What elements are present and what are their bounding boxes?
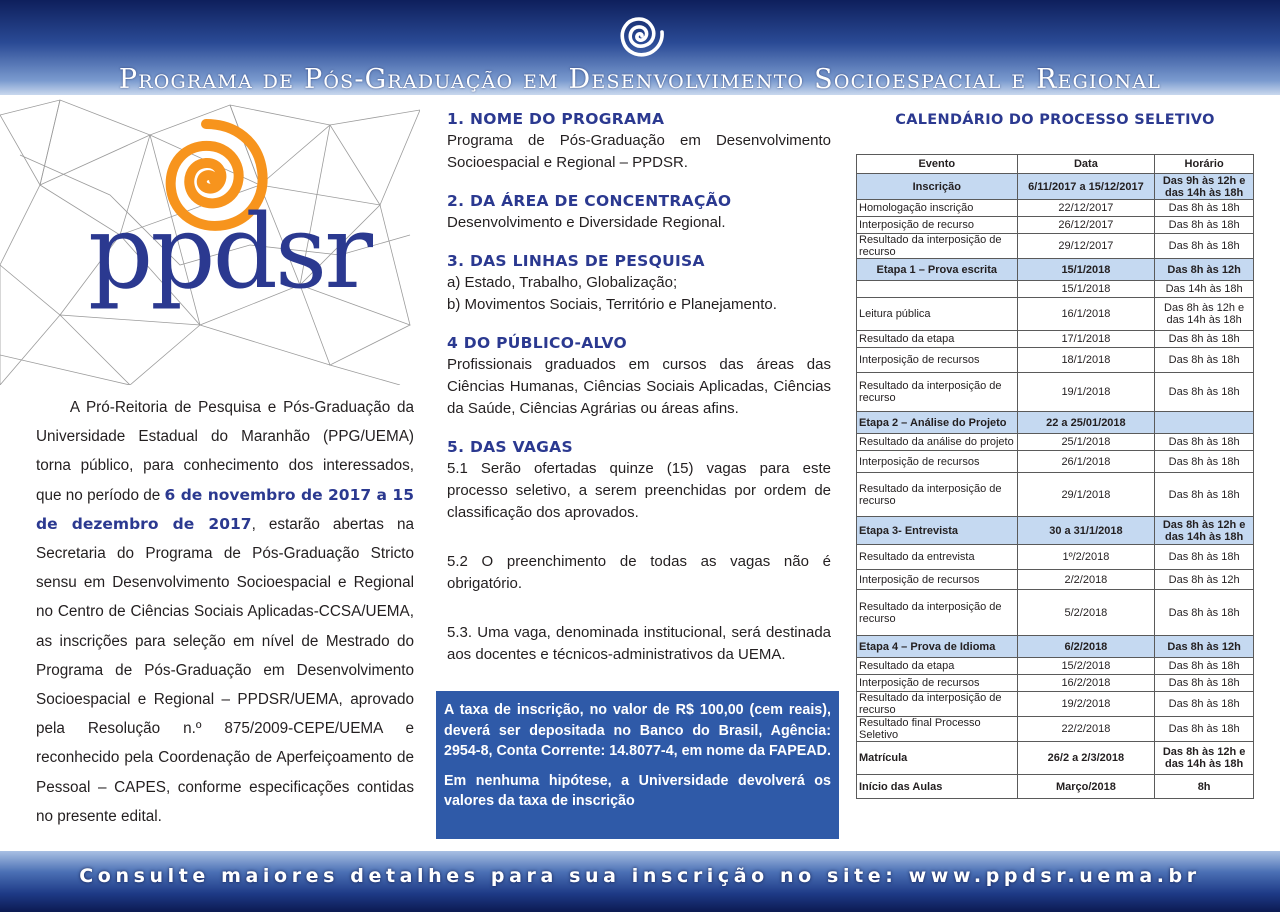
date-cell: 6/11/2017 a 15/12/2017 xyxy=(1017,174,1155,200)
section-title: 4 DO PÚBLICO-ALVO xyxy=(447,334,628,352)
time-cell: Das 8h às 18h xyxy=(1155,675,1254,692)
date-cell: 18/1/2018 xyxy=(1017,348,1155,373)
column-header-date: Data xyxy=(1017,155,1155,174)
date-cell: Março/2018 xyxy=(1017,775,1155,799)
time-cell: Das 8h às 18h xyxy=(1155,331,1254,348)
section-title: 3. DAS LINHAS DE PESQUISA xyxy=(447,252,705,270)
time-cell: Das 8h às 18h xyxy=(1155,545,1254,570)
column-header-event: Evento xyxy=(857,155,1018,174)
event-cell: Resultado da análise do projeto xyxy=(857,434,1018,451)
date-cell: 16/2/2018 xyxy=(1017,675,1155,692)
time-cell: 8h xyxy=(1155,775,1254,799)
event-cell: Resultado da interposição de recurso xyxy=(857,692,1018,717)
calendar-row xyxy=(857,217,1254,234)
date-cell: 25/1/2018 xyxy=(1017,434,1155,451)
calendar-row xyxy=(857,200,1254,217)
event-cell: Resultado da interposição de recurso xyxy=(857,473,1018,517)
time-cell: Das 8h às 12h e das 14h às 18h xyxy=(1155,742,1254,775)
event-cell: Resultado da entrevista xyxy=(857,545,1018,570)
time-cell xyxy=(1155,412,1254,434)
event-cell: Interposição de recursos xyxy=(857,675,1018,692)
calendar-row xyxy=(857,717,1254,742)
event-cell: Interposição de recurso xyxy=(857,217,1018,234)
event-cell: Início das Aulas xyxy=(857,775,1018,799)
vacancies-item-3: 5.3. Uma vaga, denominada institucional, será destinada aos docentes e técnicos-administrativos da UEMA. xyxy=(447,624,831,663)
calendar-row xyxy=(857,434,1254,451)
registration-fee-notice xyxy=(436,691,839,839)
time-cell: Das 8h às 18h xyxy=(1155,217,1254,234)
time-cell: Das 8h às 18h xyxy=(1155,348,1254,373)
calendar-row xyxy=(857,517,1254,545)
time-cell: Das 9h às 12h e das 14h às 18h xyxy=(1155,174,1254,200)
intro-text-start: A Pró-Reitoria de Pesquisa e Pós-Graduação da Universidade Estadual do Maranhão (PPG/UEMA) torna público, para conhecimento dos interessados, que no período de xyxy=(36,399,414,504)
section-title: 1. NOME DO PROGRAMA xyxy=(447,110,665,128)
time-cell: Das 8h às 12h e das 14h às 18h xyxy=(1155,298,1254,331)
time-cell: Das 8h às 18h xyxy=(1155,200,1254,217)
event-cell: Etapa 1 – Prova escrita xyxy=(857,259,1018,281)
section-title: 5. DAS VAGAS xyxy=(447,438,573,456)
date-cell: 26/1/2018 xyxy=(1017,451,1155,473)
date-cell: 17/1/2018 xyxy=(1017,331,1155,348)
time-cell: Das 8h às 18h xyxy=(1155,373,1254,412)
spiral-header-icon xyxy=(612,8,668,64)
section-body: Programa de Pós-Graduação em Desenvolvimento Socioespacial e Regional – PPDSR. xyxy=(447,132,831,171)
date-cell: 19/1/2018 xyxy=(1017,373,1155,412)
header-banner xyxy=(0,0,1280,95)
date-cell: 30 a 31/1/2018 xyxy=(1017,517,1155,545)
date-cell: 22/12/2017 xyxy=(1017,200,1155,217)
section-research-lines xyxy=(447,250,831,316)
calendar-row xyxy=(857,348,1254,373)
time-cell: Das 8h às 12h xyxy=(1155,636,1254,658)
section-vacancies xyxy=(447,436,831,666)
section-title: 2. DA ÁREA DE CONCENTRAÇÃO xyxy=(447,192,732,210)
vacancies-item-2: 5.2 O preenchimento de todas as vagas não é obrigatório. xyxy=(447,553,831,592)
event-cell: Interposição de recursos xyxy=(857,570,1018,590)
calendar-row xyxy=(857,590,1254,636)
date-cell: 15/1/2018 xyxy=(1017,281,1155,298)
calendar-row xyxy=(857,692,1254,717)
ppdsr-wordmark: ppdsr xyxy=(88,193,370,312)
event-cell: Resultado da interposição de recurso xyxy=(857,373,1018,412)
section-program-name xyxy=(447,108,831,174)
fee-no-refund-info: Em nenhuma hipótese, a Universidade devolverá os valores da taxa de inscrição xyxy=(444,772,831,809)
date-cell: 15/2/2018 xyxy=(1017,658,1155,675)
section-concentration-area xyxy=(447,190,831,234)
section-body: Profissionais graduados em cursos das áreas das Ciências Humanas, Ciências Sociais Aplicadas, Ciências da Saúde, Ciências Agrárias ou áreas afins. xyxy=(447,356,831,417)
calendar-row xyxy=(857,675,1254,692)
calendar-row xyxy=(857,234,1254,259)
footer-website-note: Consulte maiores detalhes para sua inscrição no site: www.ppdsr.uema.br xyxy=(79,865,1201,887)
time-cell: Das 8h às 18h xyxy=(1155,434,1254,451)
calendar-row xyxy=(857,331,1254,348)
program-title: Programa de Pós-Graduação em Desenvolvimento Socioespacial e Regional xyxy=(118,64,1162,95)
date-cell: 22/2/2018 xyxy=(1017,717,1155,742)
time-cell: Das 8h às 12h e das 14h às 18h xyxy=(1155,517,1254,545)
research-line-a: a) Estado, Trabalho, Globalização; xyxy=(447,274,678,291)
registration-period-highlight: 6 de novembro de 2017 a 15 de dezembro de 2017 xyxy=(36,485,415,533)
event-cell: Etapa 2 – Análise do Projeto xyxy=(857,412,1018,434)
section-body: Desenvolvimento e Diversidade Regional. xyxy=(447,214,726,231)
event-cell: Homologação inscrição xyxy=(857,200,1018,217)
event-cell: Inscrição xyxy=(857,174,1018,200)
intro-paragraph xyxy=(36,393,414,831)
vacancies-item-1: 5.1 Serão ofertadas quinze (15) vagas para este processo seletivo, a serem preenchidas por ordem de classificação dos aprovados. xyxy=(447,460,831,521)
fee-payment-info: A taxa de inscrição, no valor de R$ 100,00 (cem reais), deverá ser depositada no Banco do Brasil, Agência: 2954-8, Conta Corrente: 14.8077-4, em nome da FAPEAD. xyxy=(444,702,831,759)
date-cell: 26/2 a 2/3/2018 xyxy=(1017,742,1155,775)
edital-sections xyxy=(447,108,831,682)
time-cell: Das 8h às 18h xyxy=(1155,451,1254,473)
event-cell xyxy=(857,281,1018,298)
calendar-header-row xyxy=(857,155,1254,174)
calendar-row xyxy=(857,259,1254,281)
time-cell: Das 8h às 18h xyxy=(1155,234,1254,259)
event-cell: Resultado final Processo Seletivo xyxy=(857,717,1018,742)
calendar-body xyxy=(857,174,1254,799)
date-cell: 16/1/2018 xyxy=(1017,298,1155,331)
date-cell: 6/2/2018 xyxy=(1017,636,1155,658)
calendar-row xyxy=(857,742,1254,775)
date-cell: 2/2/2018 xyxy=(1017,570,1155,590)
calendar-row xyxy=(857,373,1254,412)
date-cell: 19/2/2018 xyxy=(1017,692,1155,717)
calendar-row xyxy=(857,636,1254,658)
time-cell: Das 8h às 18h xyxy=(1155,473,1254,517)
time-cell: Das 8h às 12h xyxy=(1155,259,1254,281)
event-cell: Interposição de recursos xyxy=(857,451,1018,473)
time-cell: Das 8h às 12h xyxy=(1155,570,1254,590)
research-line-b: b) Movimentos Sociais, Território e Planejamento. xyxy=(447,296,777,313)
footer-banner xyxy=(0,851,1280,912)
time-cell: Das 8h às 18h xyxy=(1155,692,1254,717)
event-cell: Leitura pública xyxy=(857,298,1018,331)
calendar-row xyxy=(857,281,1254,298)
event-cell: Resultado da interposição de recurso xyxy=(857,590,1018,636)
calendar-row xyxy=(857,174,1254,200)
calendar-row xyxy=(857,775,1254,799)
date-cell: 22 a 25/01/2018 xyxy=(1017,412,1155,434)
date-cell: 26/12/2017 xyxy=(1017,217,1155,234)
time-cell: Das 14h às 18h xyxy=(1155,281,1254,298)
calendar-row xyxy=(857,473,1254,517)
date-cell: 29/1/2018 xyxy=(1017,473,1155,517)
date-cell: 15/1/2018 xyxy=(1017,259,1155,281)
event-cell: Matrícula xyxy=(857,742,1018,775)
time-cell: Das 8h às 18h xyxy=(1155,717,1254,742)
calendar-row xyxy=(857,658,1254,675)
event-cell: Etapa 4 – Prova de Idioma xyxy=(857,636,1018,658)
calendar-row xyxy=(857,451,1254,473)
column-header-time: Horário xyxy=(1155,155,1254,174)
calendar-row xyxy=(857,298,1254,331)
calendar-row xyxy=(857,545,1254,570)
date-cell: 1º/2/2018 xyxy=(1017,545,1155,570)
event-cell: Resultado da etapa xyxy=(857,331,1018,348)
event-cell: Resultado da etapa xyxy=(857,658,1018,675)
intro-text-end: , estarão abertas na Secretaria do Programa de Pós-Graduação Stricto sensu em Desenvolvimento Socioespacial e Regional no Centro de Ciências Sociais Aplicadas-CCSA/UEMA, as inscrições para seleção em nível de Mestrado do Programa de Pós-Graduação em Desenvolvimento Socioespacial e Regional – PPDSR/UEMA, aprovado pela Resolução n.º 875/2009-CEPE/UEMA e reconhecido pela Coordenação de Aperfeiçoamento de Pessoal – CAPES, conforme especificações contidas no presente edital. xyxy=(36,515,414,825)
calendar-row xyxy=(857,570,1254,590)
event-cell: Etapa 3- Entrevista xyxy=(857,517,1018,545)
event-cell: Interposição de recursos xyxy=(857,348,1018,373)
time-cell: Das 8h às 18h xyxy=(1155,658,1254,675)
calendar-title: CALENDÁRIO DO PROCESSO SELETIVO xyxy=(895,112,1215,128)
event-cell: Resultado da interposição de recurso xyxy=(857,234,1018,259)
date-cell: 29/12/2017 xyxy=(1017,234,1155,259)
section-target-audience xyxy=(447,332,831,420)
time-cell: Das 8h às 18h xyxy=(1155,590,1254,636)
selection-calendar-table xyxy=(856,154,1254,799)
calendar-row xyxy=(857,412,1254,434)
date-cell: 5/2/2018 xyxy=(1017,590,1155,636)
